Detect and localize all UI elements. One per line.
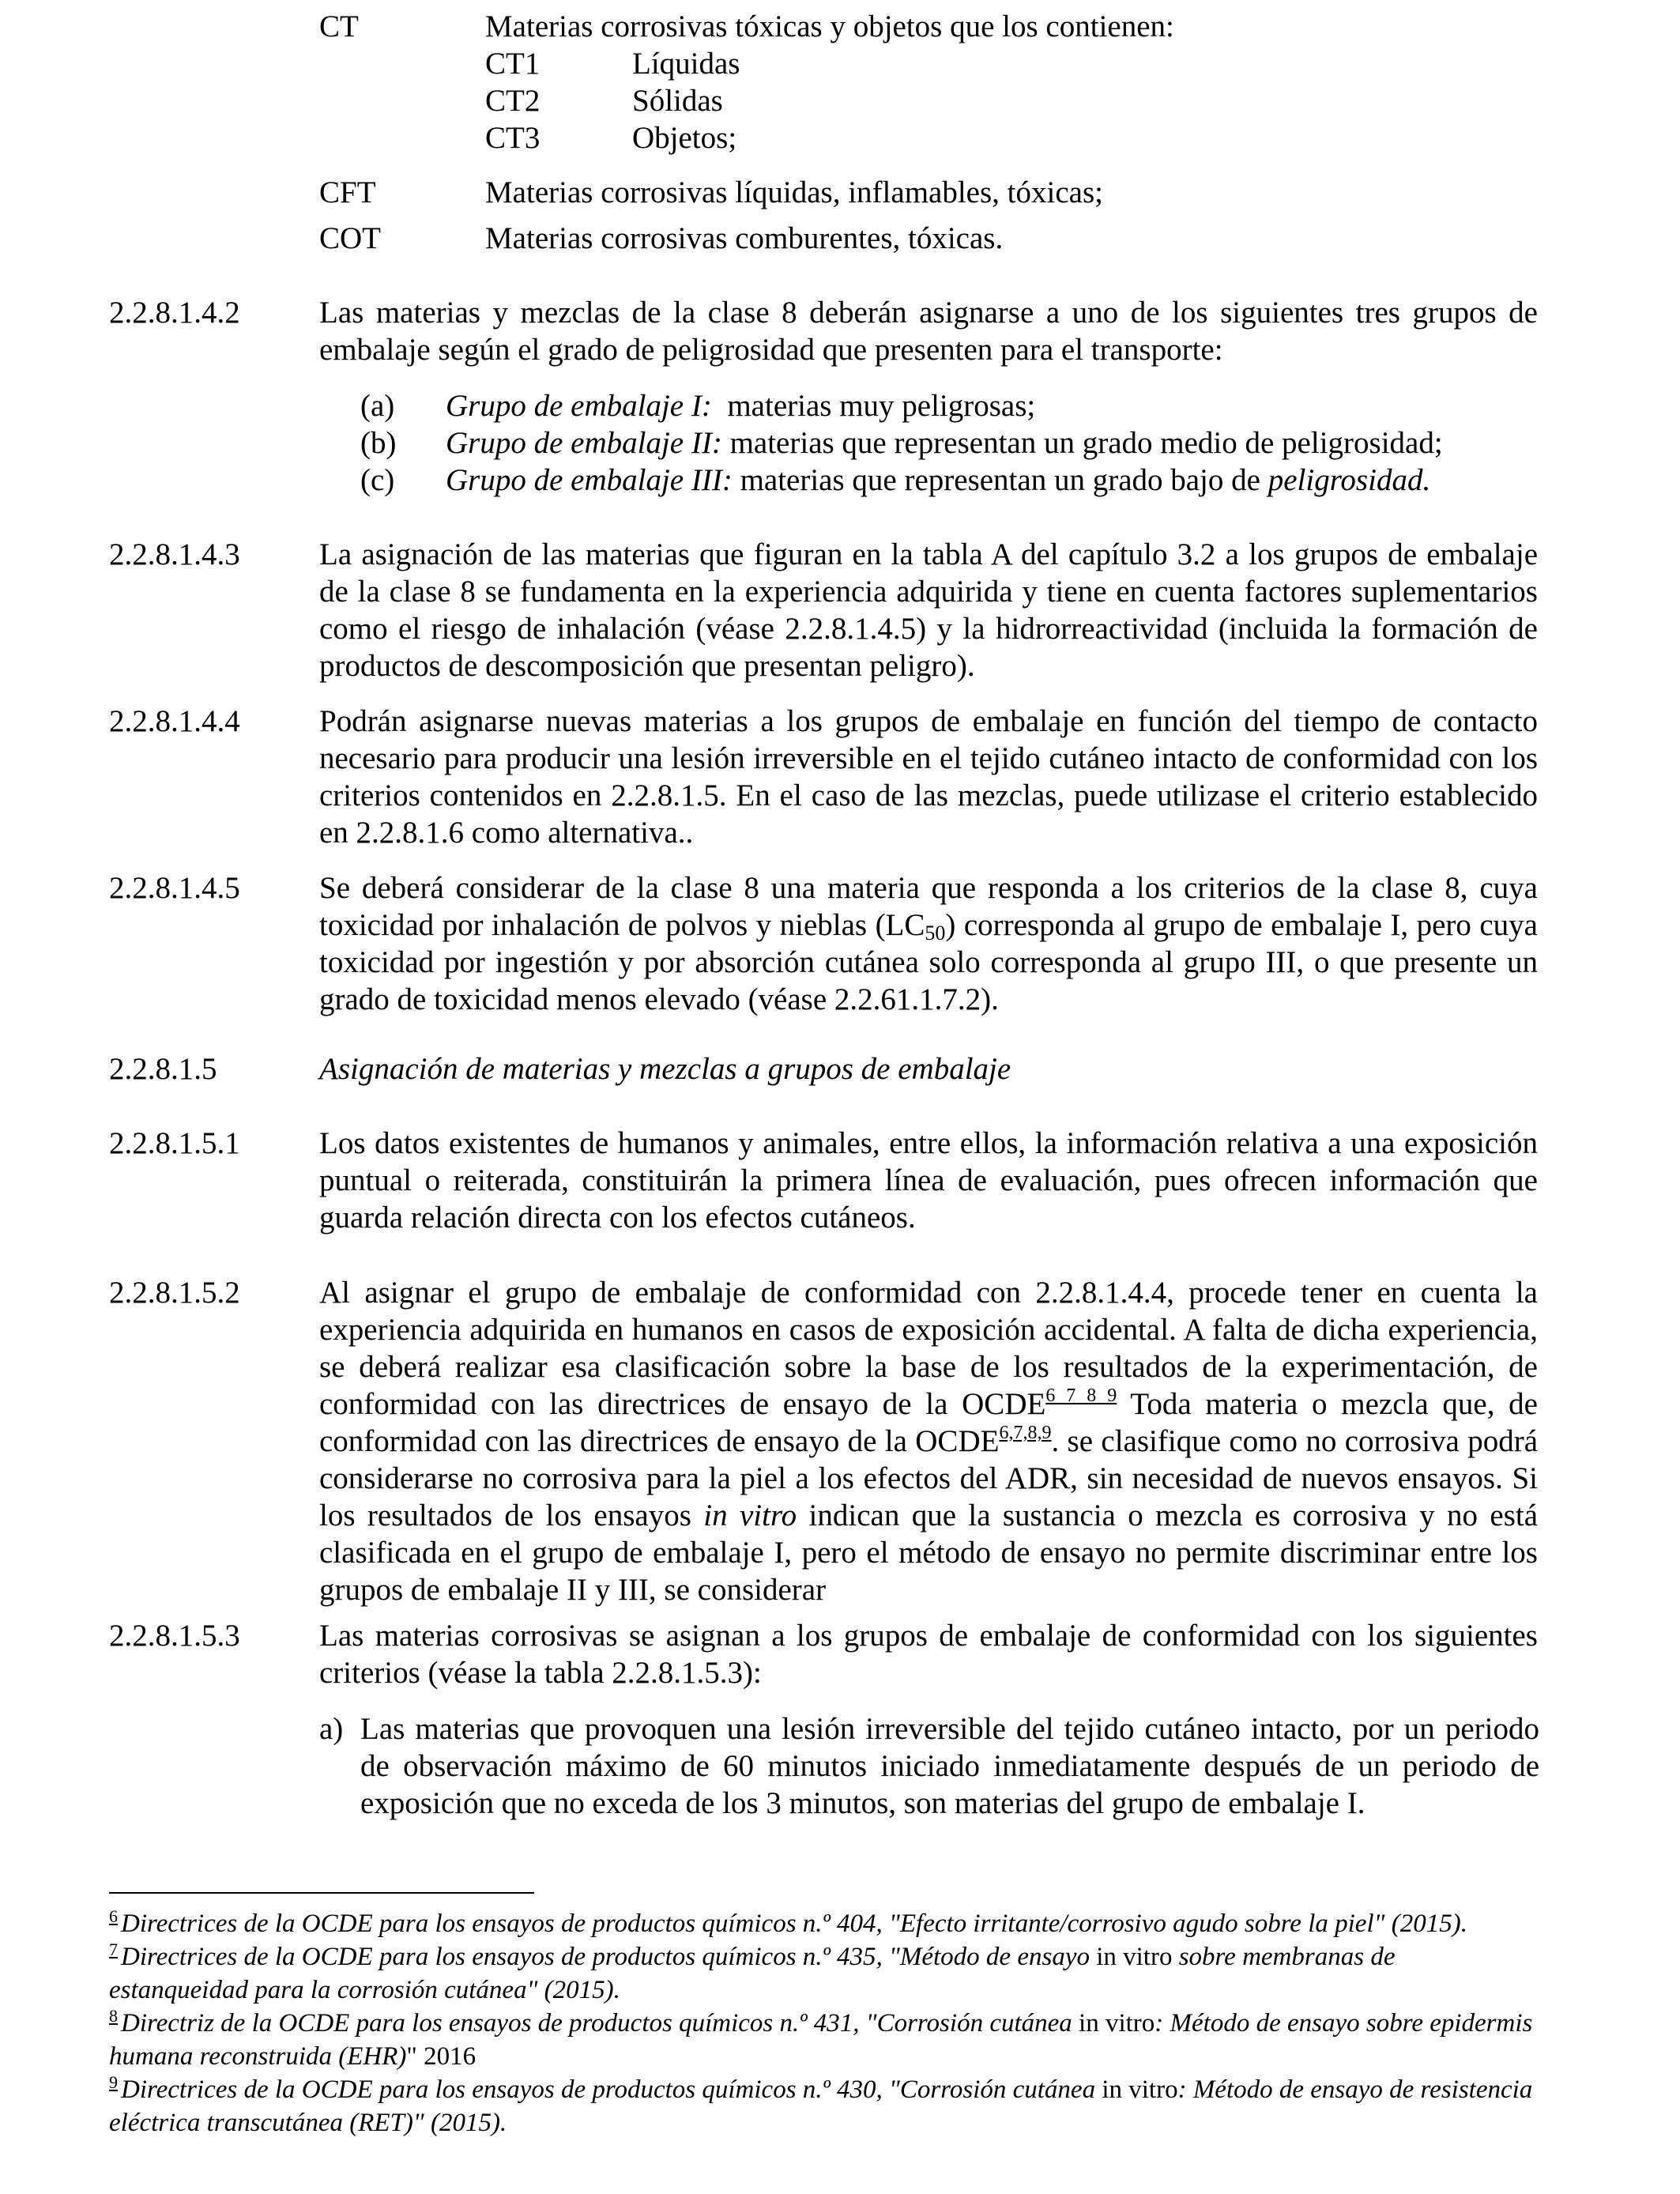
class-description: Materias corrosivas líquidas, inflamables, tóxicas; [485, 175, 1103, 209]
paragraph-text: La asignación de las materias que figuran en la tabla A del capítulo 3.2 a los grupos de embalaje de la clase 8 se fundamenta en la experiencia adquirida y tiene en cuenta factores suplementarios como el riesgo de inhalación (véase 2.2.8.1.4.5) y la hidrorreactividad (incluida la formación de productos de descomposición que presentan peligro). [319, 537, 1538, 683]
footnote-text: sobre membranas de estanqueidad para la corrosión cutánea" (2015). [109, 1943, 1396, 2004]
paragraph-text-part: Toda materia o mezcla que, de conformidad con las directrices de ensayo de la OCDE [319, 1387, 1538, 1458]
footnotes [109, 1907, 1538, 2139]
class-description: Materias corrosivas tóxicas y objetos que los contienen: [485, 9, 1174, 43]
paragraph-number: 2.2.8.1.5.2 [109, 1276, 240, 1310]
paragraph-number: 2.2.8.1.4.2 [109, 296, 240, 330]
class-code: CT [319, 9, 359, 43]
footnote-text: Directriz de la OCDE para los ensayos de productos químicos n.º 431, "Corrosión cutánea [121, 2009, 1079, 2038]
class-code: COT [319, 221, 381, 255]
footnote-text: Directrices de la OCDE para los ensayos de productos químicos n.º 404, "Efecto irritante/corrosivo agudo sobre la piel" (2015). [121, 1909, 1467, 1938]
list-label: (c) [360, 463, 395, 497]
footnote-reference[interactable]: 6 7 8 9 [1045, 1385, 1117, 1406]
footnote-9 [109, 2073, 1538, 2139]
paragraph-number: 2.2.8.1.5.3 [109, 1619, 240, 1653]
footnote-text-upright: in vitro [1102, 2075, 1178, 2104]
class-row-cot [319, 220, 1536, 257]
list-item-tail: peligrosidad. [1268, 463, 1431, 497]
list-label: a) [319, 1712, 344, 1746]
paragraph-text: Los datos existentes de humanos y animales, entre ellos, la información relativa a una exposición puntual o reiterada, constituirán la primera línea de evaluación, pues ofrecen información que guarda relación directa con los efectos cutáneos. [319, 1126, 1538, 1235]
section-title: Asignación de materias y mezclas a grupos de embalaje [319, 1052, 1011, 1086]
footnote-6 [109, 1907, 1538, 1940]
paragraph-text-part: indican que la sustancia o mezcla es corrosiva y no está clasificada en el grupo de embalaje I, pero el método de ensayo no permite discriminar entre los grupos de embalaje II y III, se considerar [319, 1498, 1539, 1607]
list-item-a [360, 387, 1546, 424]
footnote-text: Directrices de la OCDE para los ensayos de productos químicos n.º 430, "Corrosión cutánea [121, 2075, 1102, 2104]
subclass-description: Objetos; [632, 121, 737, 155]
paragraph-text-part: Se deberá considerar de la clase 8 una materia que responda a los criterios de la clase 8, cuya toxicidad por inhalación de polvos y nieblas (LC [319, 871, 1538, 942]
footnote-mark: 7 [109, 1940, 118, 1959]
footnote-text: Directrices de la OCDE para los ensayos de productos químicos n.º 435, "Método de ensayo [121, 1943, 1097, 1971]
subclass-description: Líquidas [632, 47, 740, 81]
section-number: 2.2.8.1.5 [109, 1052, 217, 1086]
list-label: (b) [360, 426, 397, 460]
list-item-heading: Grupo de embalaje I: [446, 389, 712, 423]
list-item-b [360, 424, 1546, 462]
paragraph-number: 2.2.8.1.4.3 [109, 537, 240, 571]
footnote-reference[interactable]: 6,7,8,9 [999, 1423, 1052, 1443]
class-description: Materias corrosivas comburentes, tóxicas. [485, 221, 1004, 255]
subscript-50: 50 [925, 922, 946, 944]
class-row-ct [319, 8, 1536, 45]
paragraph-number: 2.2.8.1.5.1 [109, 1126, 240, 1160]
paragraph-number: 2.2.8.1.4.4 [109, 704, 240, 738]
list-item-text: materias muy peligrosas; [711, 389, 1036, 423]
footnote-text: : Método de ensayo de resistencia eléctrica transcutánea (RET)" (2015). [109, 2075, 1533, 2137]
paragraph-text [319, 869, 1538, 1018]
footnote-mark: 6 [109, 1906, 118, 1926]
footnote-mark: 9 [109, 2072, 118, 2092]
paragraph-text: Podrán asignarse nuevas materias a los grupos de embalaje en función del tiempo de contacto necesario para producir una lesión irreversible en el tejido cutáneo intacto de conformidad con los criterios contenidos en 2.2.8.1.5. En el caso de las mezclas, puede utilizase el criterio establecido en 2.2.8.1.6 como alternativa.. [319, 704, 1538, 850]
list-item-c [360, 462, 1546, 499]
class-code: CFT [319, 175, 376, 209]
class-row-cft [319, 174, 1536, 211]
subclass-code: CT2 [485, 84, 541, 118]
paragraph-text-part: . se clasifique como no corrosiva podrá considerarse no corrosiva para la piel a los efectos del ADR, sin necesidad de nuevos ensayos. Si los resultados de los ensayos [319, 1424, 1539, 1532]
paragraph-text [319, 1274, 1538, 1608]
paragraph-text-italic: in vitro [703, 1498, 797, 1532]
subclass-code: CT1 [485, 47, 541, 81]
footnote-text-upright: in vitro [1096, 1943, 1173, 1971]
footnote-separator [109, 1892, 534, 1894]
footnote-text-upright: " 2016 [406, 2042, 477, 2071]
footnote-7 [109, 1940, 1538, 2007]
paragraph-text: Las materias y mezclas de la clase 8 deberán asignarse a uno de los siguientes tres grupos de embalaje según el grado de peligrosidad que presenten para el transporte: [319, 296, 1538, 367]
footnote-mark: 8 [109, 2006, 118, 2026]
subclass-description: Sólidas [632, 84, 723, 118]
list-item-text: materias que representan un grado medio de peligrosidad; [721, 426, 1443, 460]
footnote-8 [109, 2007, 1538, 2073]
footnote-text: : Método de ensayo sobre epidermis humana reconstruida (EHR) [109, 2009, 1533, 2071]
paragraph-text: Las materias corrosivas se asignan a los grupos de embalaje de conformidad con los siguientes criterios (véase la tabla 2.2.8.1.5.3): [319, 1619, 1538, 1690]
paragraph-text-part: ) corresponda al grupo de embalaje I, pero cuya toxicidad por ingestión y por absorción cutánea solo corresponda al grupo III, o que presente un grado de toxicidad menos elevado (véase 2.2.61.1.7.2). [319, 908, 1538, 1016]
list-item-text: materias que representan un grado bajo de [732, 463, 1268, 497]
paragraph-number: 2.2.8.1.4.5 [109, 871, 240, 905]
footnote-text-upright: in vitro [1079, 2009, 1155, 2038]
paragraph-text-part: Al asignar el grupo de embalaje de conformidad con 2.2.8.1.4.4, procede tener en cuenta la experiencia adquirida en humanos en casos de exposición accidental. A falta de dicha experiencia, se deberá realizar esa clasificación sobre la base de los resultados de la experimentación, de conformidad con las directrices de ensayo de la OCDE [319, 1276, 1538, 1421]
list-item-heading: Grupo de embalaje II: [446, 426, 722, 460]
list-item-text: Las materias que provoquen una lesión irreversible del tejido cutáneo intacto, por un periodo de observación máximo de 60 minutos iniciado inmediatamente después de un periodo de exposición que no exceda de los 3 minutos, son materias del grupo de embalaje I. [360, 1712, 1539, 1820]
list-item-heading: Grupo de embalaje III: [446, 463, 733, 497]
list-label: (a) [360, 389, 395, 423]
subclass-code: CT3 [485, 121, 541, 155]
